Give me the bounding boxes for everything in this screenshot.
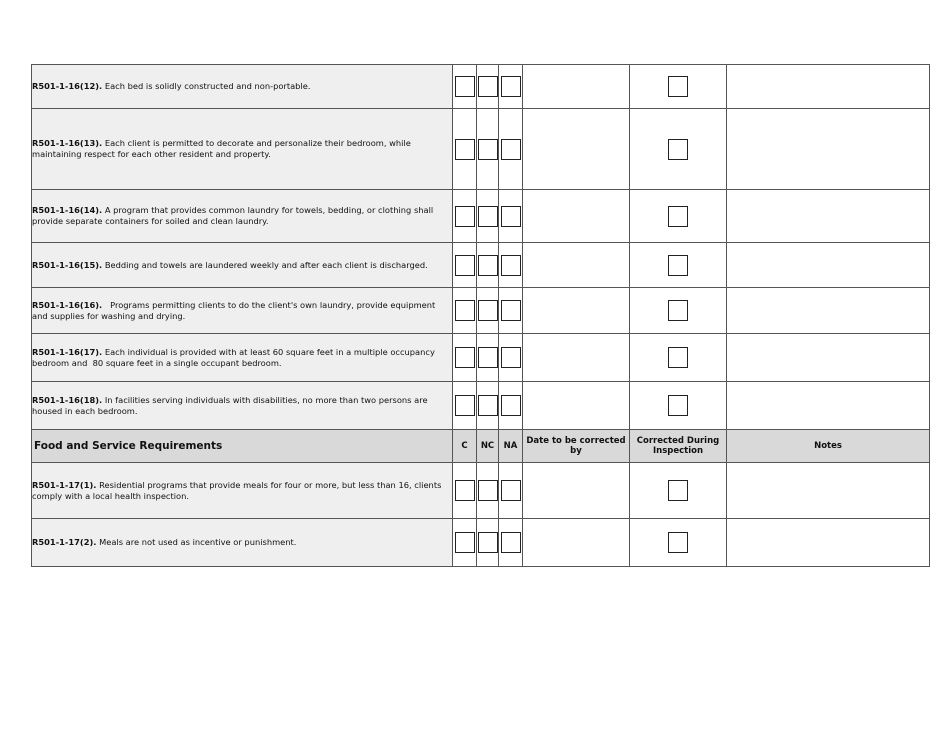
requirement-code: R501-1-17(2). (32, 537, 97, 547)
requirement-text: Each client is permitted to decorate and personalize their bedroom, while maintaining respect for each other resident and property. (32, 138, 411, 159)
notes-field[interactable] (727, 382, 930, 430)
table-row (32, 288, 930, 334)
section-header-row (32, 430, 930, 463)
table-row (32, 109, 930, 190)
date-to-be-corrected-field[interactable] (523, 519, 630, 567)
requirement-text: Programs permitting clients to do the client's own laundry, provide equipment and supplies for washing and drying. (32, 299, 438, 321)
notes-field[interactable] (727, 334, 930, 382)
notes-field[interactable] (727, 243, 930, 288)
requirement-code: R501-1-16(16). (32, 299, 103, 310)
notes-field[interactable] (727, 109, 930, 190)
noncompliant-checkbox[interactable] (478, 300, 498, 321)
date-to-be-corrected-field[interactable] (523, 382, 630, 430)
not-applicable-checkbox[interactable] (501, 255, 521, 276)
requirement-cell (32, 519, 453, 567)
date-to-be-corrected-field[interactable] (523, 109, 630, 190)
not-applicable-checkbox[interactable] (501, 347, 521, 368)
notes-field[interactable] (727, 65, 930, 109)
notes-field[interactable] (727, 190, 930, 243)
requirement-text: A program that provides common laundry for towels, bedding, or clothing shall provide separate containers for soiled and clean laundry. (32, 205, 434, 226)
table-row (32, 382, 930, 430)
requirement-cell (32, 65, 453, 109)
notes-field[interactable] (727, 288, 930, 334)
corrected-during-inspection-checkbox[interactable] (668, 480, 688, 501)
column-header-c: C (453, 430, 477, 463)
requirement-text: Residential programs that provide meals for four or more, but less than 16, clients comply with a local health inspection. (32, 479, 442, 501)
corrected-during-inspection-checkbox[interactable] (668, 139, 688, 160)
requirement-cell (32, 243, 453, 288)
corrected-during-inspection-checkbox[interactable] (668, 76, 688, 97)
column-header-notes: Notes (727, 430, 930, 463)
requirement-cell (32, 109, 453, 190)
noncompliant-checkbox[interactable] (478, 139, 498, 160)
not-applicable-checkbox[interactable] (501, 300, 521, 321)
corrected-during-inspection-checkbox[interactable] (668, 532, 688, 553)
requirement-cell (32, 463, 453, 519)
compliant-checkbox[interactable] (455, 206, 475, 227)
column-header-corrected-during-inspection: Corrected During Inspection (630, 430, 727, 463)
column-header-nc: NC (477, 430, 499, 463)
requirement-cell (32, 288, 453, 334)
date-to-be-corrected-field[interactable] (523, 190, 630, 243)
column-header-na: NA (499, 430, 523, 463)
compliant-checkbox[interactable] (455, 76, 475, 97)
section-title: Food and Service Requirements (32, 430, 453, 463)
table-row (32, 334, 930, 382)
compliant-checkbox[interactable] (455, 139, 475, 160)
date-to-be-corrected-field[interactable] (523, 334, 630, 382)
table-row (32, 519, 930, 567)
corrected-during-inspection-checkbox[interactable] (668, 255, 688, 276)
table-row (32, 243, 930, 288)
noncompliant-checkbox[interactable] (478, 347, 498, 368)
column-header-date-to-be-corrected: Date to be corrected by (523, 430, 630, 463)
noncompliant-checkbox[interactable] (478, 480, 498, 501)
requirement-code: R501-1-16(12). (32, 81, 103, 91)
corrected-during-inspection-checkbox[interactable] (668, 206, 688, 227)
compliant-checkbox[interactable] (455, 532, 475, 553)
requirement-text: Bedding and towels are laundered weekly and after each client is discharged. (102, 259, 428, 270)
not-applicable-checkbox[interactable] (501, 395, 521, 416)
table-row (32, 65, 930, 109)
not-applicable-checkbox[interactable] (501, 206, 521, 227)
corrected-during-inspection-checkbox[interactable] (668, 300, 688, 321)
noncompliant-checkbox[interactable] (478, 206, 498, 227)
corrected-during-inspection-checkbox[interactable] (668, 395, 688, 416)
date-to-be-corrected-field[interactable] (523, 463, 630, 519)
requirement-text: Meals are not used as incentive or punishment. (96, 537, 297, 547)
compliant-checkbox[interactable] (455, 255, 475, 276)
requirement-text: Each individual is provided with at least 60 square feet in a multiple occupancy bedroom and 80 square feet in a single occupant bedroom. (32, 346, 438, 368)
inspection-checklist-table (31, 64, 930, 567)
table-row (32, 190, 930, 243)
not-applicable-checkbox[interactable] (501, 76, 521, 97)
compliant-checkbox[interactable] (455, 395, 475, 416)
date-to-be-corrected-field[interactable] (523, 288, 630, 334)
noncompliant-checkbox[interactable] (478, 395, 498, 416)
noncompliant-checkbox[interactable] (478, 532, 498, 553)
requirement-code: R501-1-16(18). (32, 394, 103, 405)
requirement-text: Each bed is solidly constructed and non-portable. (102, 81, 311, 91)
notes-field[interactable] (727, 463, 930, 519)
noncompliant-checkbox[interactable] (478, 76, 498, 97)
requirement-code: R501-1-16(14). (32, 205, 103, 215)
noncompliant-checkbox[interactable] (478, 255, 498, 276)
not-applicable-checkbox[interactable] (501, 480, 521, 501)
requirement-cell (32, 382, 453, 430)
date-to-be-corrected-field[interactable] (523, 243, 630, 288)
requirement-text: In facilities serving individuals with disabilities, no more than two persons are housed in each bedroom. (32, 394, 428, 416)
not-applicable-checkbox[interactable] (501, 532, 521, 553)
requirement-cell (32, 190, 453, 243)
requirement-code: R501-1-16(13). (32, 138, 103, 148)
requirement-cell (32, 334, 453, 382)
compliant-checkbox[interactable] (455, 480, 475, 501)
requirement-code: R501-1-16(17). (32, 346, 103, 357)
compliant-checkbox[interactable] (455, 347, 475, 368)
requirement-code: R501-1-17(1). (32, 479, 97, 490)
table-row (32, 463, 930, 519)
compliant-checkbox[interactable] (455, 300, 475, 321)
notes-field[interactable] (727, 519, 930, 567)
requirement-code: R501-1-16(15). (32, 259, 103, 270)
not-applicable-checkbox[interactable] (501, 139, 521, 160)
date-to-be-corrected-field[interactable] (523, 65, 630, 109)
corrected-during-inspection-checkbox[interactable] (668, 347, 688, 368)
